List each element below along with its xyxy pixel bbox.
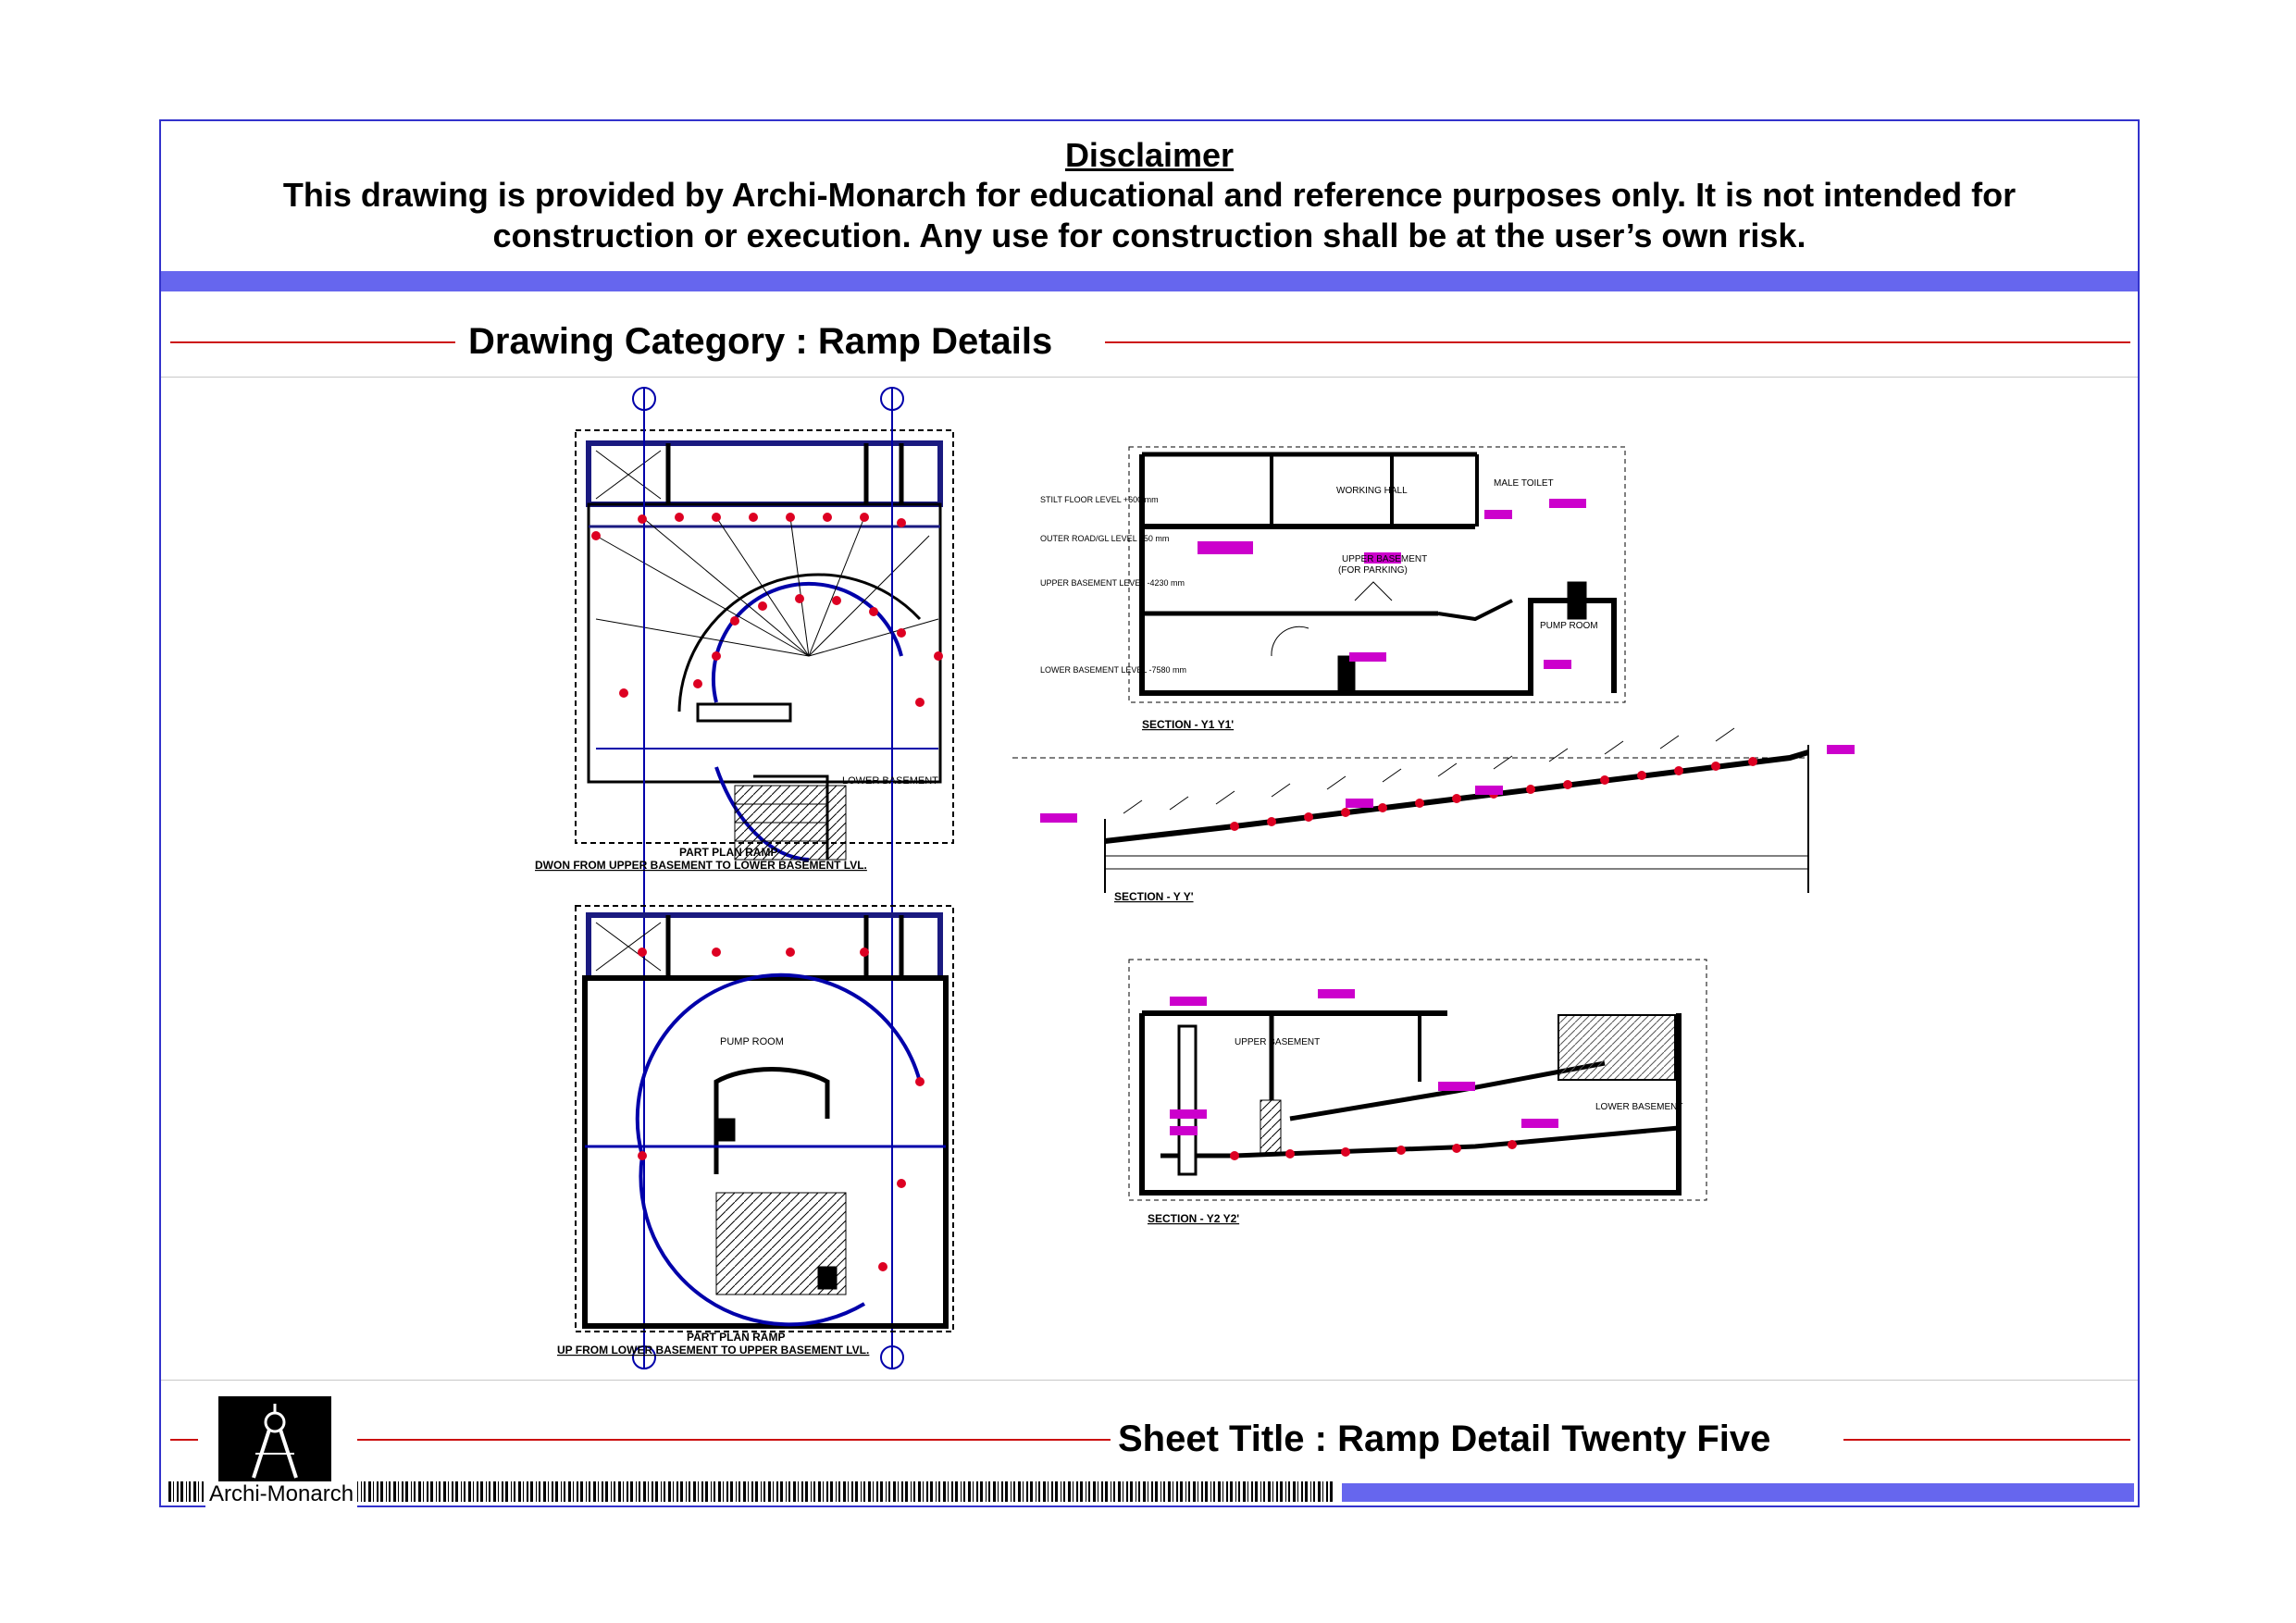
sheet-frame — [159, 119, 2140, 1507]
category-rule-left — [170, 341, 455, 343]
cad-drawing — [161, 378, 2138, 1378]
footer-rule-left — [170, 1439, 198, 1441]
separator-top — [161, 377, 2138, 378]
separator-bottom — [161, 1380, 2138, 1381]
accent-bar-top — [161, 271, 2138, 291]
plan-bottom-pump-room: PUMP ROOM — [720, 1036, 784, 1047]
disclaimer-text: This drawing is provided by Archi-Monarch for educational and reference purposes only. It is not intended for construction or execution. Any use for construction shall be at the user’s own risk. — [282, 176, 2017, 254]
compass-icon — [218, 1396, 331, 1485]
footer-rule-right — [1843, 1439, 2130, 1441]
section-y1-caption: SECTION - Y1 Y1' — [1142, 718, 1235, 731]
section-y1-level-stilt: STILT FLOOR LEVEL +600 mm — [1040, 495, 1159, 504]
section-y1-pump-room: PUMP ROOM — [1540, 621, 1598, 631]
plan-top-caption-2: DWON FROM UPPER BASEMENT TO LOWER BASEMENT LVL. — [535, 859, 867, 872]
section-y1-level-road: OUTER ROAD/GL LEVEL 150 mm — [1040, 534, 1170, 543]
drawing-category: Drawing Category : Ramp Details — [468, 321, 1053, 362]
section-y1-level-lower: LOWER BASEMENT LEVEL -7580 mm — [1040, 665, 1187, 675]
logo-text: Archi-Monarch — [205, 1481, 357, 1507]
section-yy-annotations — [1040, 745, 1855, 823]
archi-monarch-logo — [218, 1396, 331, 1485]
section-y1-for-parking: (FOR PARKING) — [1338, 565, 1408, 576]
section-y2-upper-basement: UPPER BASEMENT — [1235, 1037, 1321, 1047]
plan-bottom-caption-1: PART PLAN RAMP — [687, 1331, 786, 1344]
plan-top-caption-1: PART PLAN RAMP — [679, 846, 778, 859]
category-rule-right — [1105, 341, 2130, 343]
section-y2-caption: SECTION - Y2 Y2' — [1148, 1212, 1240, 1225]
section-yy-caption: SECTION - Y Y' — [1114, 890, 1194, 903]
footer-rule-middle — [357, 1439, 1111, 1441]
sheet-title: Sheet Title : Ramp Detail Twenty Five — [1118, 1419, 1771, 1459]
plan-top-lower-basement: LOWER BASEMENT — [842, 775, 938, 787]
accent-bar-bottom — [1342, 1483, 2134, 1502]
category-row — [161, 316, 2138, 367]
section-yy — [1012, 728, 1808, 893]
plan-bottom-caption-2: UP FROM LOWER BASEMENT TO UPPER BASEMENT LVL. — [557, 1344, 870, 1357]
plan-bottom — [576, 906, 953, 1369]
section-y1-male-toilet: MALE TOILET — [1494, 478, 1554, 489]
section-y1-level-upper: UPPER BASEMENT LEVEL -4230 mm — [1040, 578, 1185, 588]
disclaimer-title: Disclaimer — [1064, 136, 1235, 174]
section-y1-working-hall: WORKING HALL — [1336, 486, 1408, 496]
section-y1-upper-basement: UPPER BASEMENT — [1342, 554, 1428, 564]
section-y2 — [1129, 960, 1706, 1200]
section-y2-lower-basement: LOWER BASEMENT — [1595, 1102, 1683, 1112]
